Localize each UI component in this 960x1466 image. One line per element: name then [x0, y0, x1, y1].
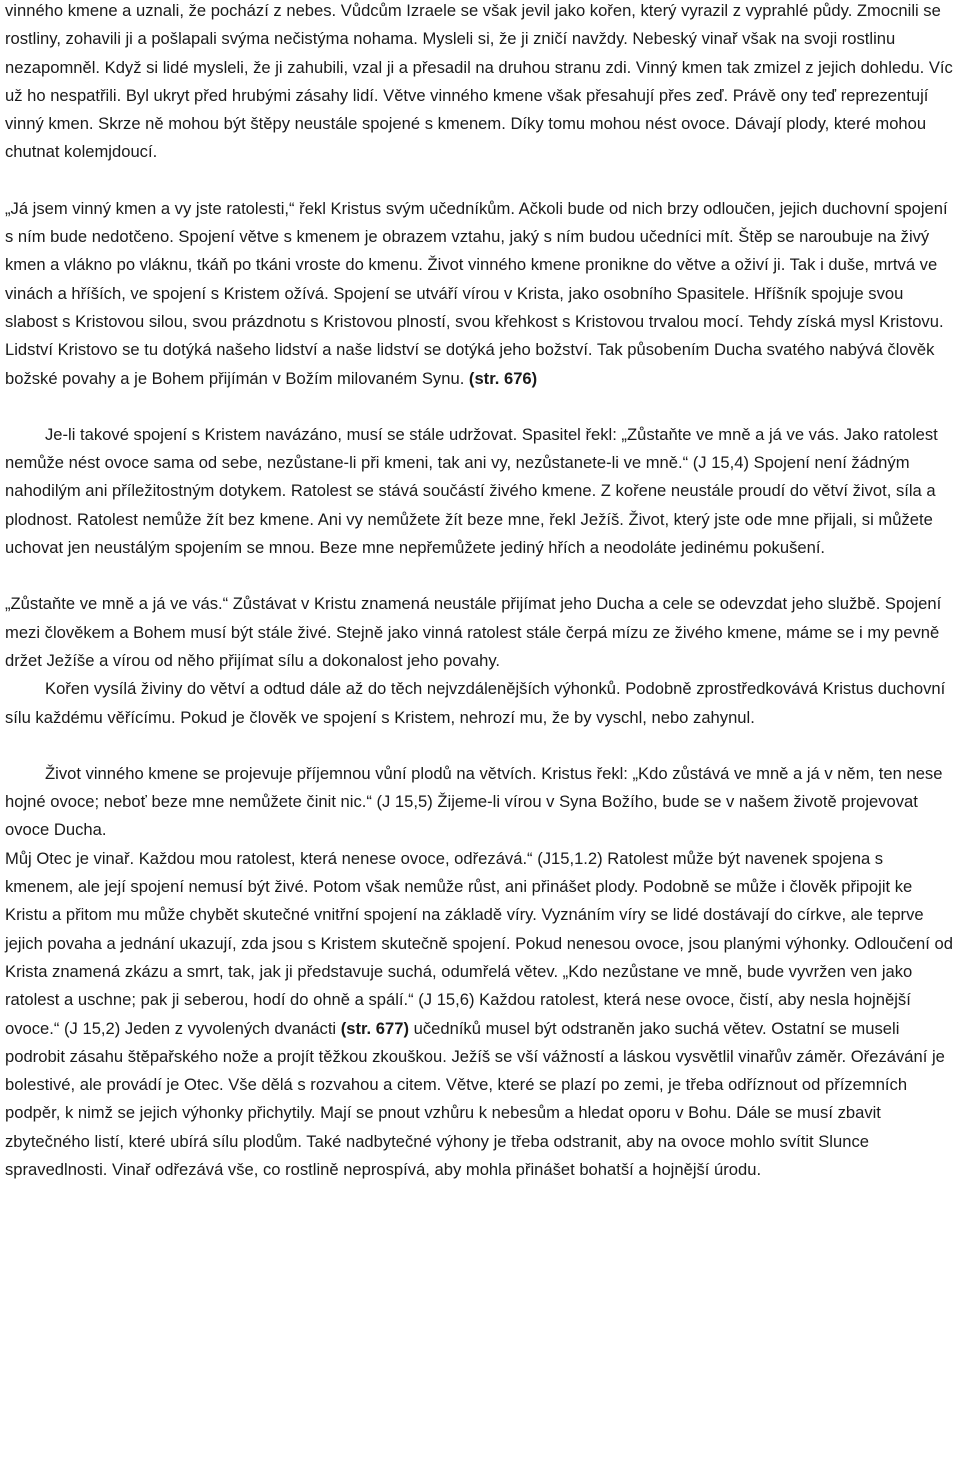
paragraph-text: „Já jsem vinný kmen a vy jste ratolesti,“ řekl Kristus svým učedníkům. Ačkoli bude od nich brzy odloučen, jejich duchovní spojení s ním bude nedotčeno. Spojení větve s kmenem je obrazem vztahu, jaký s ním budou učedníci mít. Štěp se naroubuje na živý kmen a vlákno po vláknu, tkáň po tkáni vroste do kmenu. Život vinného kmene pronikne do větve a oživí ji. Tak i duše, mrtvá ve vinách a hříších, ve spojení s Kristem ožívá. Spojení se utváří vírou v Krista, jako osobního Spasitele. Hříšník spojuje svou slabost s Kristovou silou, svou prázdnotu s Kristovou plností, svou křehkost s Kristovou trvalou mocí. Tehdy získá mysl Kristovu. Lidství Kristovo se tu dotýká našeho lidství a naše lidství se dotýká jeho božství. Tak působením Ducha svatého nabývá člověk božské povahy a je Bohem přijímán v Božím milovaném Synu. — [5, 198, 948, 388]
paragraph — [5, 675, 955, 732]
paragraph-text: „Zůstaňte ve mně a já ve vás.“ Zůstávat v Kristu znamená neustále přijímat jeho Ducha a cele se odevzdat jeho službě. Spojení mezi člověkem a Bohem musí být stále živé. Stejně jako vinná ratolest stále čerpá mízu ze živého kmene, máme se i my pevně držet Ježíše a vírou od něho přijímat sílu a dokonalost jeho povahy. — [5, 594, 942, 670]
paragraph — [5, 421, 955, 562]
paragraph — [5, 0, 955, 167]
paragraph-text: vinného kmene a uznali, že pochází z nebes. Vůdcům Izraele se však jevil jako kořen, který vyrazil z vyprahlé půdy. Zmocnili se rostliny, zohavili ji a pošlapali svýma nečistýma nohama. Mysleli si, že ji zničí navždy. Nebeský vinař však na svoji rostlinu nezapomněl. Když si lidé mysleli, že ji zahubili, vzal ji a přesadil na druhou stranu zdi. Vinný kmen tak zmizel z jejich dohledu. Víc už ho nespatřili. Byl ukryt před hrubými zásahy lidí. Větve vinného kmene však přesahují přes zeď. Právě ony teď reprezentují vinný kmen. Skrze ně mohou být štěpy neustále spojené s kmenem. Díky tomu mohou nést ovoce. Dávají plody, které mohou chutnat kolemjdoucí. — [5, 1, 953, 162]
paragraph-gap — [5, 167, 955, 195]
document-page — [5, 0, 955, 1184]
paragraph-gap — [5, 732, 955, 760]
paragraph — [5, 760, 955, 845]
paragraph-text: Můj Otec je vinař. Každou mou ratolest, která nenese ovoce, odřezává.“ (J15,1.2) Ratolest může být navenek spojena s kmenem, ale její spojení nemusí být živé. Potom však nemůže růst, ani přinášet plody. Podobně se může i člověk připojit ke Kristu a přitom mu může chybět skutečné vnitřní spojení na základě víry. Vyznáním víry se lidé dostávají do církve, ale teprve jejich povaha a jednání ukazují, zda jsou s Kristem skutečně spojení. Pokud nenesou ovoce, jsou planými výhonky. Odloučení od Krista znamená zkázu a smrt, tak, jak ji představuje suchá, odumřelá větev. „Kdo nezůstane ve mně, bude vyvržen ven jako ratolest a uschne; pak ji seberou, hodí do ohně a spálí.“ (J 15,6) Každou ratolest, která nese ovoce, čistí, aby nesla hojnější ovoce.“ (J 15,2) Jeden z vyvolených dvanácti — [5, 848, 953, 1038]
paragraph-text: Život vinného kmene se projevuje příjemnou vůní plodů na větvích. Kristus řekl: „Kdo zůstává ve mně a já v něm, ten nese hojné ovoce; neboť beze mne nemůžete činit nic.“ (J 15,5) Žijeme-li vírou v Syna Božího, bude se v našem životě projevovat ovoce Ducha. — [5, 763, 943, 840]
paragraph — [5, 590, 955, 675]
page-reference: (str. 677) — [340, 1018, 409, 1038]
paragraph — [5, 195, 955, 393]
paragraph-gap — [5, 562, 955, 590]
paragraph — [5, 845, 955, 1185]
paragraph-text: Je-li takové spojení s Kristem navázáno, musí se stále udržovat. Spasitel řekl: „Zůstaňte ve mně a já ve vás. Jako ratolest nemůže nést ovoce sama od sebe, nezůstane-li při kmeni, tak ani vy, nezůstanete-li ve mně.“ (J 15,4) Spojení není žádným nahodilým ani příležitostným dotykem. Ratolest se stává součástí živého kmene. Z kořene neustále proudí do větví život, síla a plodnost. Ratolest nemůže žít bez kmene. Ani vy nemůžete žít beze mne, řekl Ježíš. Život, který jste ode mne přijali, si můžete uchovat jen neustálým spojením se mnou. Beze mne nepřemůžete jediný hřích a neodoláte jedinému pokušení. — [5, 424, 938, 558]
paragraph-gap — [5, 393, 955, 421]
page-reference: (str. 676) — [468, 368, 538, 388]
paragraph-text: Kořen vysílá živiny do větví a odtud dále až do těch nejvzdálenějších výhonků. Podobně zprostředkovává Kristus duchovní sílu každému věřícímu. Pokud je člověk ve spojení s Kristem, nehrozí mu, že by vyschl, nebo zahynul. — [5, 679, 946, 727]
paragraph-text: učedníků musel být odstraněn jako suchá větev. Ostatní se museli podrobit zásahu štěpařského nože a projít těžkou zkouškou. Ježíš se vší vážností a láskou vysvětlil vinařův záměr. Ořezávání je bolestivé, ale provádí je Otec. Vše dělá s rozvahou a citem. Větve, které se plazí po zemi, je třeba odříznout od přízemních podpěr, k nimž se jejich výhonky přichytily. Mají se pnout vzhůru k nebesům a hledat oporu v Bohu. Dále se musí zbavit zbytečného listí, které ubírá sílu plodům. Také nadbytečné výhony je třeba odstranit, aby na ovoce mohlo svítit Slunce spravedlnosti. Vinař odřezává vše, co rostlině neprospívá, aby mohla přinášet bohatší a hojnější úrodu. — [5, 1018, 945, 1179]
